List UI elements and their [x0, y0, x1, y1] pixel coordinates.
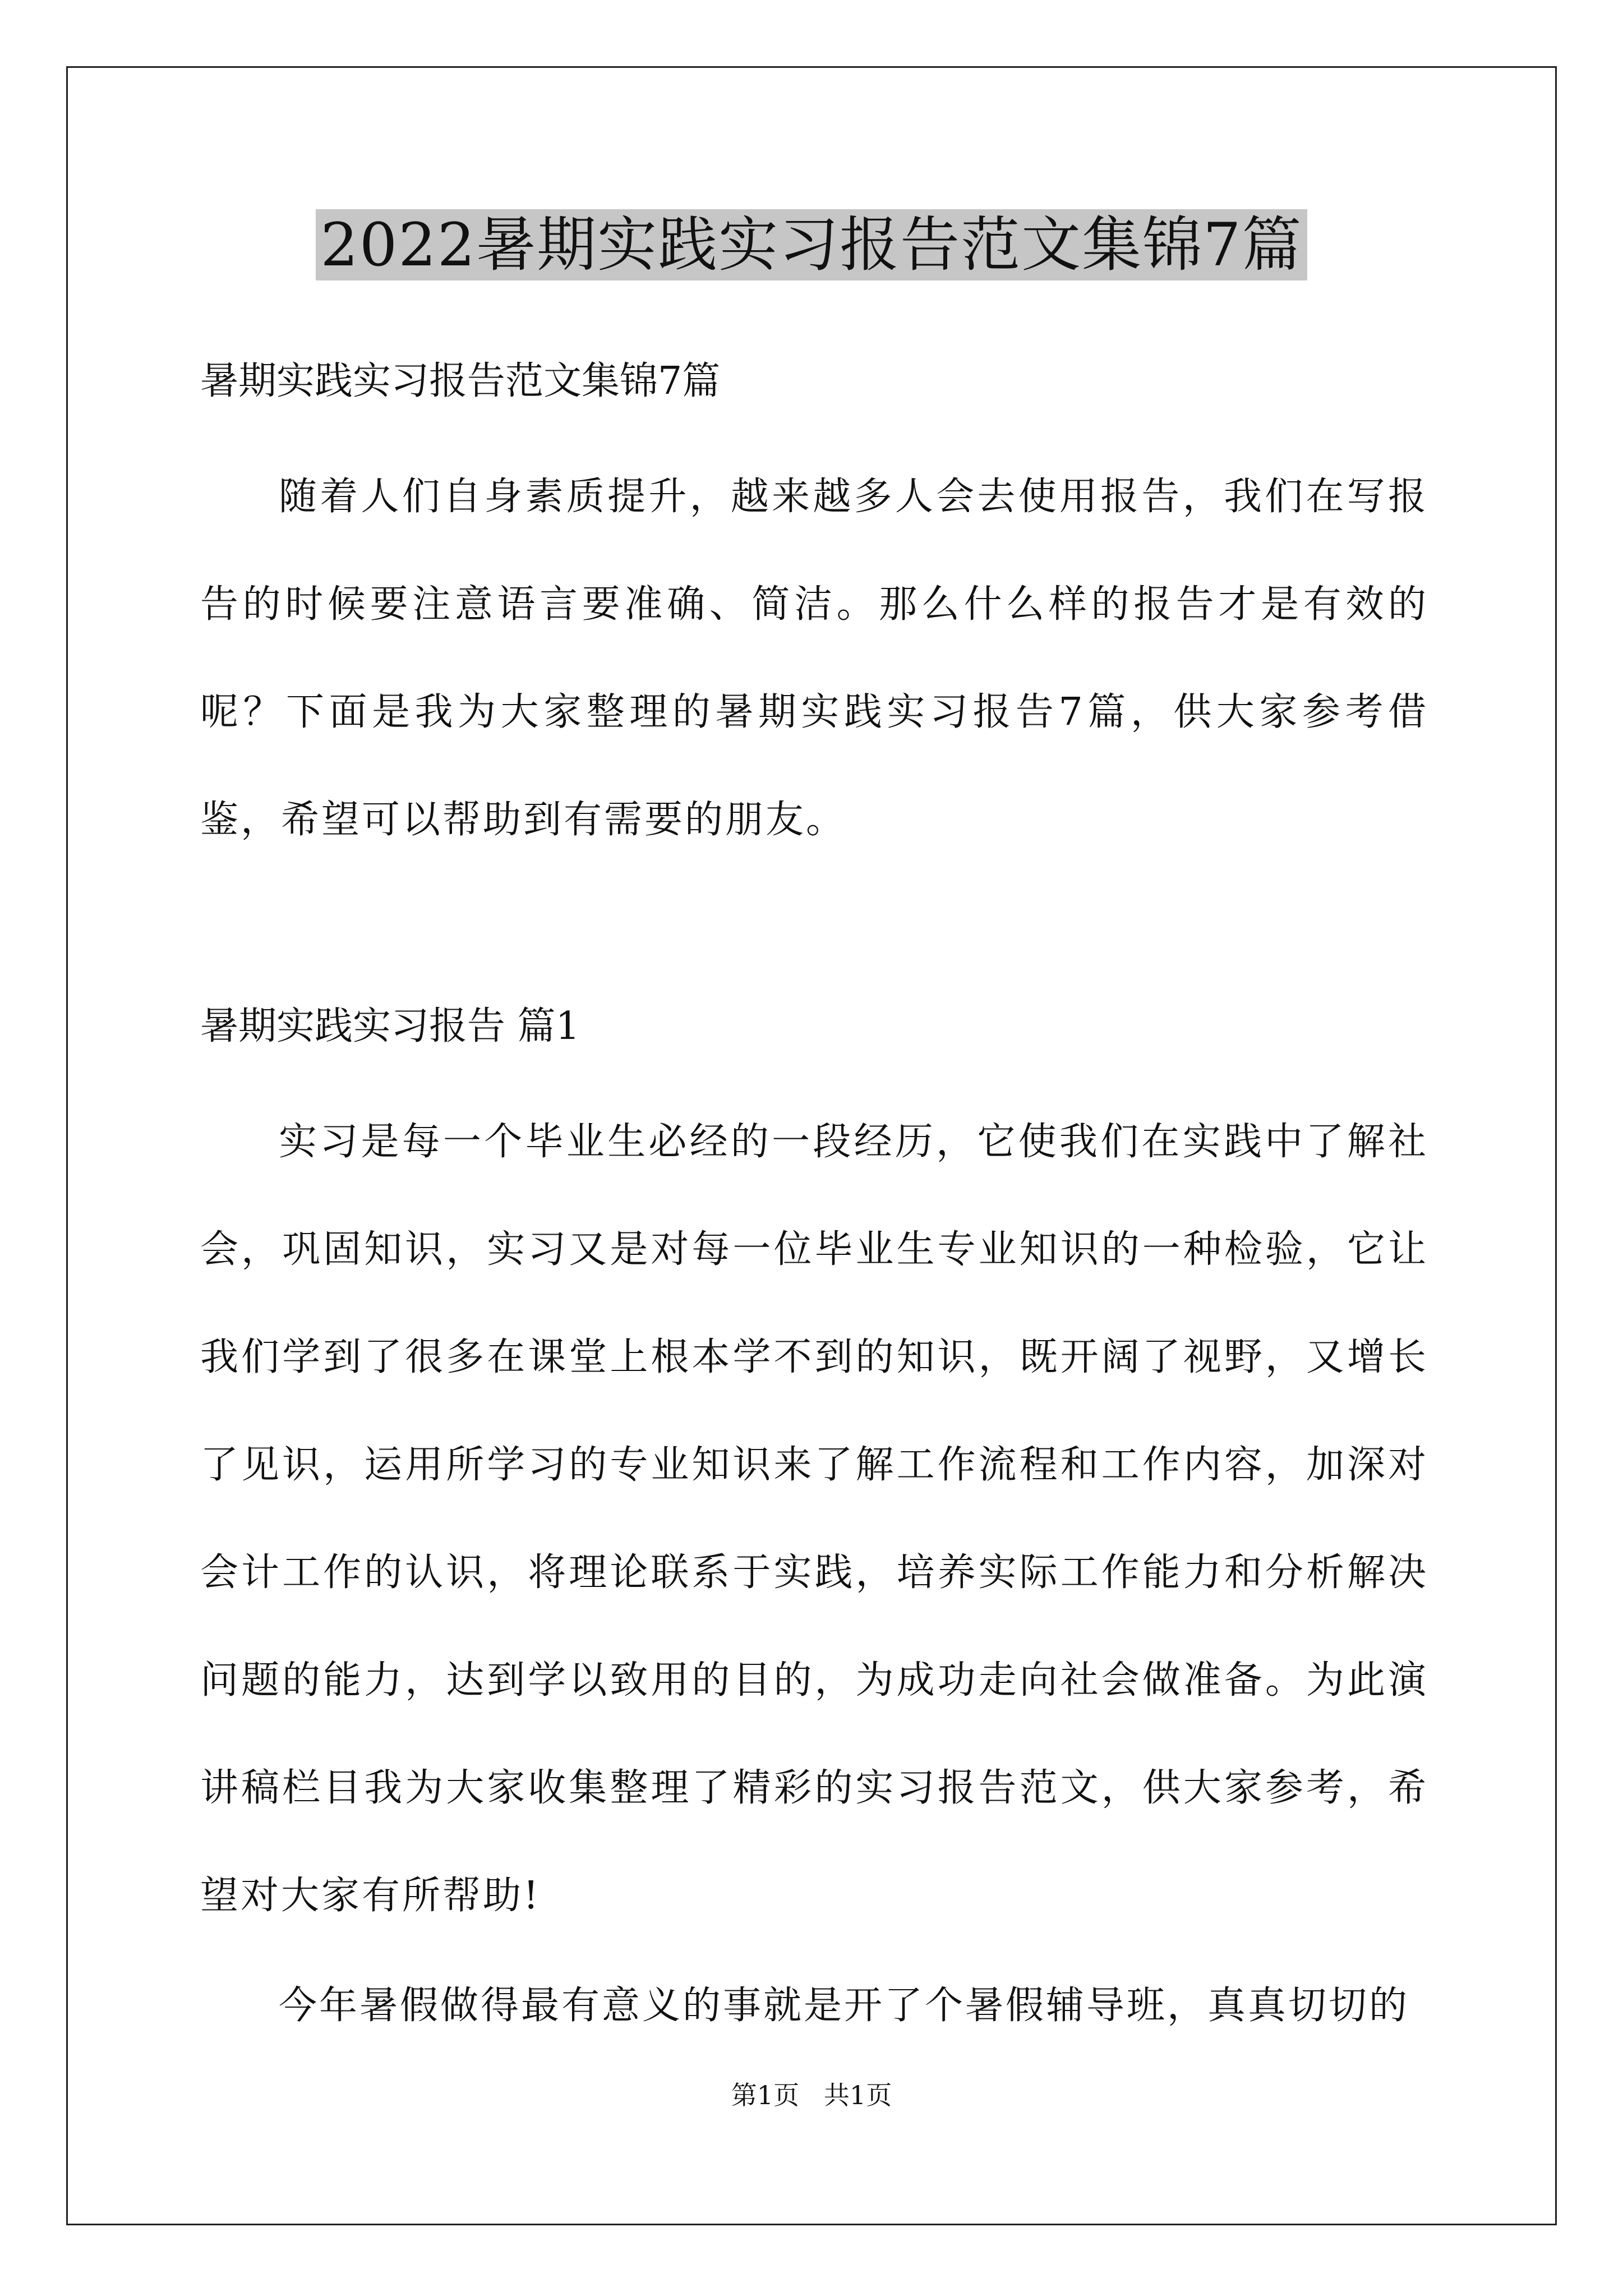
intro-paragraph: 随着人们自身素质提升，越来越多人会去使用报告，我们在写报告的时候要注意语言要准确、简洁。那么什么样的报告才是有效的呢？下面是我为大家整理的暑期实践实习报告7篇，供大家参考借鉴，希望可以帮助到有需要的朋友。 — [200, 475, 1429, 842]
document-title-text: 2022暑期实践实习报告范文集锦7篇 — [316, 209, 1307, 280]
document-subtitle: 暑期实践实习报告范文集锦7篇 — [200, 359, 721, 403]
section-paragraph-1: 实习是每一个毕业生必经的一段经历，它使我们在实践中了解社会，巩固知识，实习又是对每一位毕业生专业知识的一种检验，它让我们学到了很多在课堂上根本学不到的知识，既开阔了视野，又增长了见识，运用所学习的专业知识来了解工作流程和工作内容，加深对会计工作的认识，将理论联系于实践，培养实际工作能力和分析解决问题的能力，达到学以致用的目的，为成功走向社会做准备。为此演讲稿栏目我为大家收集整理了精彩的实习报告范文，供大家参考，希望对大家有所帮助! — [200, 1120, 1428, 1918]
section-heading: 暑期实践实习报告 篇1 — [200, 1004, 580, 1048]
document-title — [0, 203, 1623, 287]
page-footer: 第1页 共1页 — [731, 2080, 892, 2110]
section-paragraph-2: 今年暑假做得最有意义的事就是开了个暑假辅导班，真真切切的 — [279, 1984, 1410, 2028]
